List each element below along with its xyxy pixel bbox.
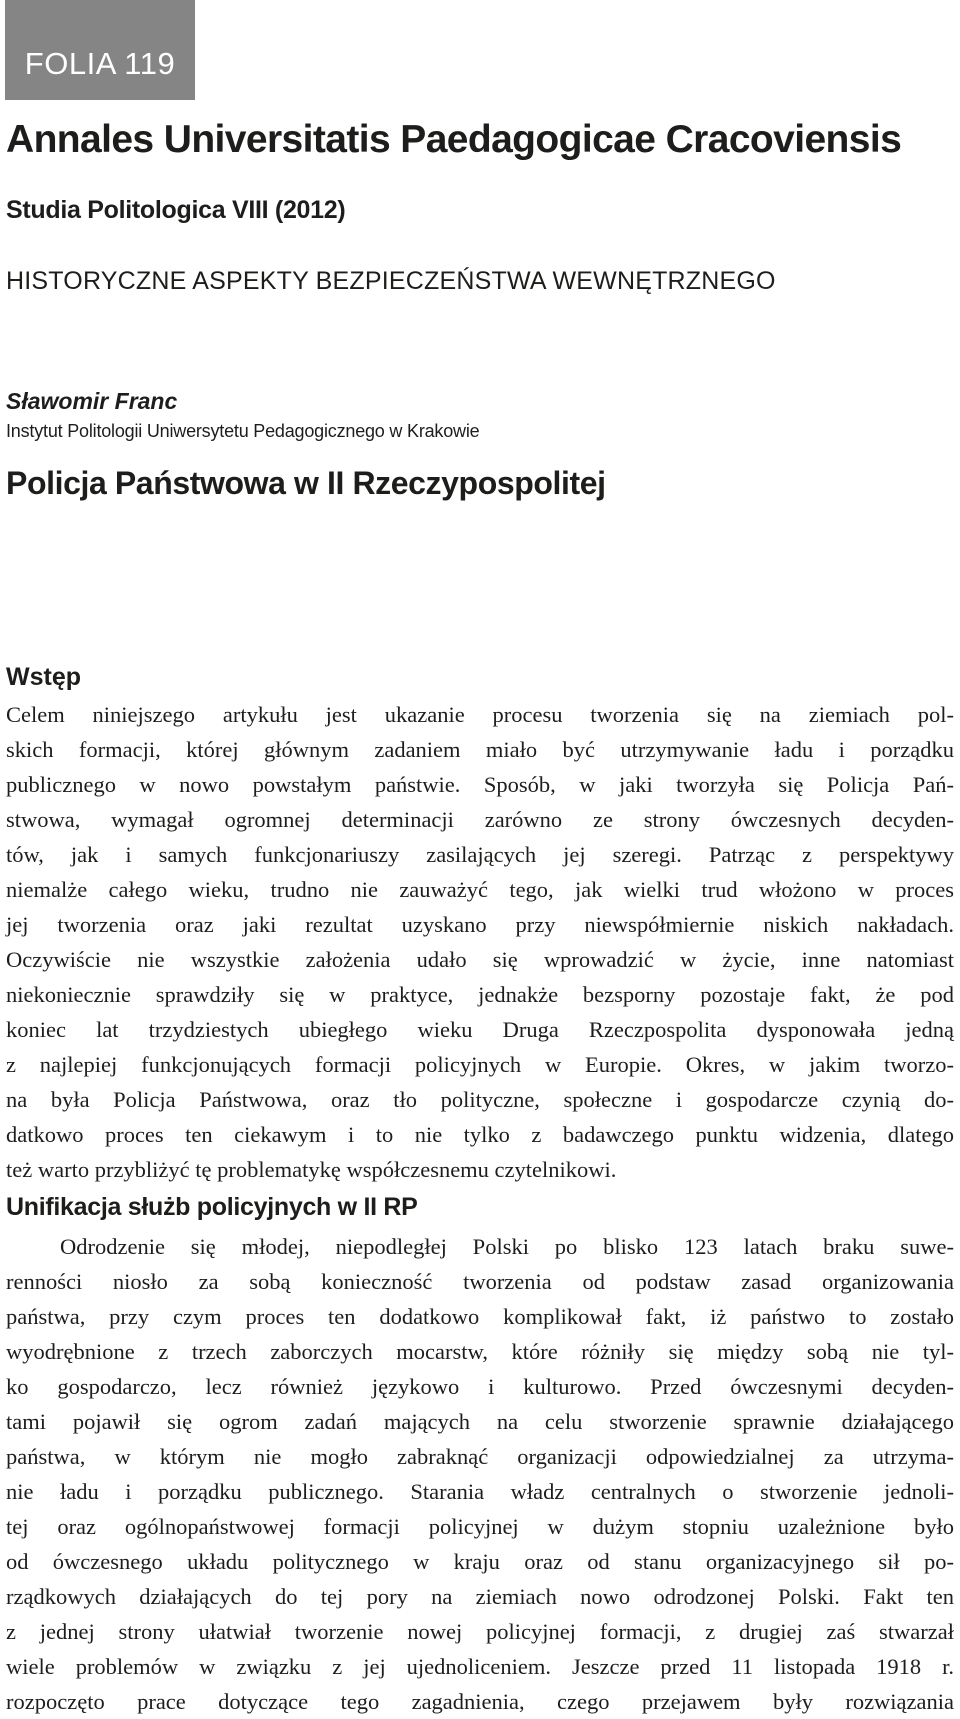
section-heading-unification: Unifikacja służb policyjnych w II RP	[6, 1193, 418, 1221]
text-line: też warto przybliżyć tę problematykę współczesnemu czytelnikowi.	[6, 1157, 617, 1182]
volume-topic: HISTORYCZNE ASPEKTY BEZPIECZEŃSTWA WEWNĘTRZNEGO	[6, 267, 776, 295]
text-line: Celem niniejszego artykułu jest ukazanie procesu tworzenia się na ziemiach pol-	[6, 702, 954, 727]
text-line: jej tworzenia oraz jaki rezultat uzyskano przy niewspółmiernie niskich nakładach.	[6, 912, 954, 937]
series-title: Studia Politologica VIII (2012)	[6, 196, 346, 224]
text-line: wyodrębnione z trzech zaborczych mocarstw, które różniły się między sobą nie tyl-	[6, 1339, 954, 1364]
author-affiliation: Instytut Politologii Uniwersytetu Pedagogicznego w Krakowie	[6, 421, 480, 441]
article-title: Policja Państwowa w II Rzeczypospolitej	[6, 465, 606, 501]
folia-label	[5, 0, 195, 100]
text-line: skich formacji, której głównym zadaniem miało być utrzymywanie ładu i porządku	[6, 737, 954, 762]
text-line: stwowa, wymagał ogromnej determinacji zarówno ze strony ówczesnych decyden-	[6, 807, 954, 832]
text-line: tów, jak i samych funkcjonariuszy zasilających jej szeregi. Patrząc z perspektywy	[6, 842, 954, 867]
text-line: niekoniecznie sprawdziły się w praktyce, jednakże bezsporny pozostaje fakt, że pod	[6, 982, 954, 1007]
text-line: państwa, w którym nie mogło zabraknąć organizacji odpowiedzialnej za utrzyma-	[6, 1444, 954, 1469]
text-line: nie ładu i porządku publicznego. Starania władz centralnych o stworzenie jednoli-	[6, 1479, 954, 1504]
text-line: państwa, przy czym proces ten dodatkowo komplikował fakt, iż państwo to zostało	[6, 1304, 954, 1329]
text-line: od ówczesnego układu politycznego w kraju oraz od stanu organizacyjnego sił po-	[6, 1549, 954, 1574]
section-body-unification	[6, 1229, 954, 1719]
text-line: z jednej strony ułatwiał tworzenie nowej policyjnej formacji, z drugiej zaś stwarzał	[6, 1619, 954, 1644]
author-name: Sławomir Franc	[6, 388, 178, 414]
text-line: tami pojawił się ogrom zadań mających na celu stworzenie sprawnie działającego	[6, 1409, 954, 1434]
section-heading-intro: Wstęp	[6, 663, 81, 691]
text-line: Oczywiście nie wszystkie założenia udało się wprowadzić w życie, inne natomiast	[6, 947, 954, 972]
folia-text: FOLIA 119	[24, 46, 176, 81]
text-line: tej oraz ogólnopaństwowej formacji policyjnej w dużym stopniu uzależnione było	[6, 1514, 954, 1539]
text-line: rozpoczęto prace dotyczące tego zagadnienia, czego przejawem były rozwiązania	[6, 1689, 954, 1714]
text-line: rządkowych działających do tej pory na ziemiach nowo odrodzonej Polski. Fakt ten	[6, 1584, 954, 1609]
text-line: renności niosło za sobą konieczność tworzenia od podstaw zasad organizowania	[6, 1269, 954, 1294]
text-line: z najlepiej funkcjonujących formacji policyjnych w Europie. Okres, w jakim tworzo-	[6, 1052, 954, 1077]
text-line: ko gospodarczo, lecz również językowo i kulturowo. Przed ówczesnymi decyden-	[6, 1374, 954, 1399]
text-line: na była Policja Państwowa, oraz tło polityczne, społeczne i gospodarcze czynią do-	[6, 1087, 954, 1112]
journal-title: Annales Universitatis Paedagogicae Cracoviensis	[6, 118, 902, 161]
text-line: wiele problemów w związku z jej ujednoliceniem. Jeszcze przed 11 listopada 1918 r.	[6, 1654, 954, 1679]
section-body-intro	[6, 697, 954, 1187]
text-line: koniec lat trzydziestych ubiegłego wieku Druga Rzeczpospolita dysponowała jedną	[6, 1017, 954, 1042]
text-line: publicznego w nowo powstałym państwie. Sposób, w jaki tworzyła się Policja Pań-	[6, 772, 954, 797]
text-line: Odrodzenie się młodej, niepodległej Polski po blisko 123 latach braku suwe-	[60, 1234, 954, 1259]
text-line: niemalże całego wieku, trudno nie zauważyć tego, jak wielki trud włożono w proces	[6, 877, 954, 902]
text-line: datkowo proces ten ciekawym i to nie tylko z badawczego punktu widzenia, dlatego	[6, 1122, 954, 1147]
